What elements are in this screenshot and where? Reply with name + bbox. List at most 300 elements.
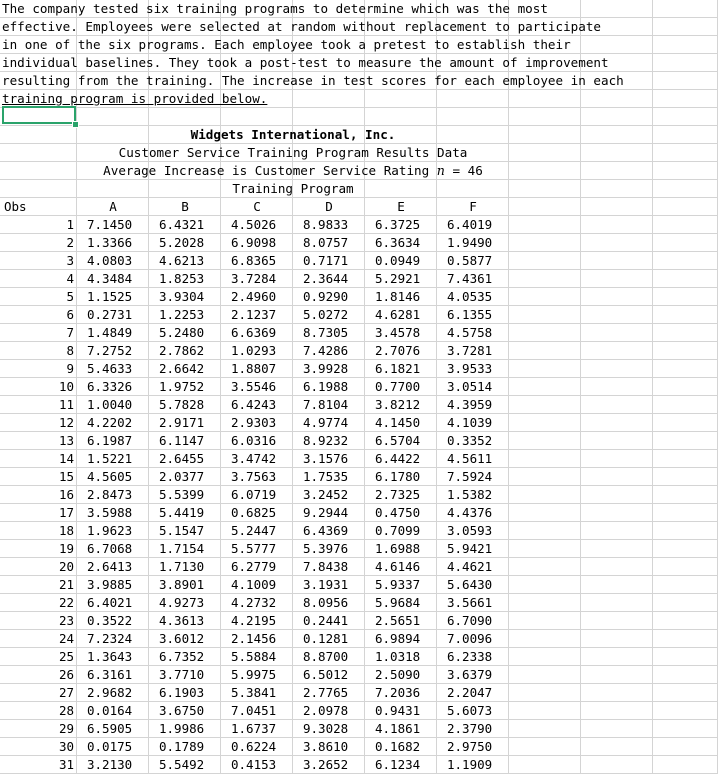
sheet-cell[interactable] [509,558,581,576]
sheet-cell[interactable] [653,18,718,36]
table-value: 1.8253 [159,271,205,286]
table-value: 4.6213 [159,253,205,268]
sheet-cell[interactable] [509,522,581,540]
sheet-cell[interactable] [653,126,718,144]
table-value: 5.4633 [87,361,133,376]
obs-number: 24 [58,631,74,646]
table-value: 1.0040 [87,397,133,412]
sheet-cell[interactable] [653,324,718,342]
intro-text-line: resulting from the training. The increase in test scores for each employee in each [2,73,624,88]
table-value: 5.5399 [159,487,205,502]
sheet-cell[interactable] [581,504,653,522]
table-value: 1.6988 [375,541,421,556]
table-value: 1.0318 [375,649,421,664]
sheet-cell[interactable] [653,522,718,540]
table-value: 1.9490 [447,235,493,250]
obs-number: 27 [58,685,74,700]
table-value: 6.2779 [231,559,277,574]
sheet-cell[interactable] [653,738,718,756]
fill-handle[interactable] [72,121,79,128]
sheet-cell[interactable] [509,144,581,162]
sheet-cell[interactable] [581,180,653,198]
table-value: 4.2202 [87,415,133,430]
table-value: 0.3352 [447,433,493,448]
obs-number: 2 [66,235,74,250]
obs-number: 16 [58,487,74,502]
sheet-cell[interactable] [581,666,653,684]
table-value: 6.4243 [231,397,277,412]
table-value: 5.3976 [303,541,349,556]
obs-number: 8 [66,343,74,358]
sheet-cell[interactable] [509,738,581,756]
sheet-cell[interactable] [581,396,653,414]
table-value: 6.7068 [87,541,133,556]
table-value: 0.4750 [375,505,421,520]
table-value: 6.1234 [375,757,421,772]
sheet-cell[interactable] [581,360,653,378]
table-value: 1.8146 [375,289,421,304]
sheet-cell[interactable] [509,180,581,198]
sheet-cell[interactable] [653,144,718,162]
sheet-cell[interactable] [509,720,581,738]
sheet-cell[interactable] [0,144,77,162]
sheet-cell[interactable] [0,180,77,198]
table-value: 6.0719 [231,487,277,502]
table-value: 3.9304 [159,289,205,304]
table-value: 2.3790 [447,721,493,736]
table-value: 3.9885 [87,577,133,592]
sheet-cell[interactable] [653,504,718,522]
sheet-cell[interactable] [509,378,581,396]
table-value: 2.0377 [159,469,205,484]
sheet-cell[interactable] [653,288,718,306]
sheet-cell[interactable] [581,234,653,252]
sheet-cell[interactable] [653,342,718,360]
table-value: 3.8901 [159,577,205,592]
sheet-cell[interactable] [509,108,581,126]
table-value: 0.1682 [375,739,421,754]
sheet-cell[interactable] [581,36,653,54]
sheet-cell[interactable] [293,108,365,126]
sheet-cell[interactable] [581,378,653,396]
table-value: 3.1931 [303,577,349,592]
table-value: 3.5661 [447,595,493,610]
sheet-cell[interactable] [653,270,718,288]
table-value: 4.1450 [375,415,421,430]
table-value: 7.2324 [87,631,133,646]
table-value: 3.4742 [231,451,277,466]
sheet-cell[interactable] [653,558,718,576]
sheet-cell[interactable] [581,432,653,450]
column-header-b: B [181,199,189,214]
table-value: 3.6379 [447,667,493,682]
sheet-cell[interactable] [365,108,437,126]
sheet-cell[interactable] [509,252,581,270]
intro-text-line: training program is provided below. [2,91,268,106]
sheet-cell[interactable] [509,468,581,486]
sheet-cell[interactable] [653,756,718,774]
sheet-cell[interactable] [581,612,653,630]
sheet-cell[interactable] [653,702,718,720]
sheet-cell[interactable] [653,576,718,594]
table-value: 3.8212 [375,397,421,412]
sheet-cell[interactable] [653,396,718,414]
sheet-cell[interactable] [437,90,509,108]
table-value: 5.6073 [447,703,493,718]
sheet-cell[interactable] [581,252,653,270]
sheet-cell[interactable] [509,594,581,612]
table-value: 0.0949 [375,253,421,268]
table-value: 1.7535 [303,469,349,484]
sheet-cell[interactable] [509,342,581,360]
table-value: 3.4578 [375,325,421,340]
sheet-cell[interactable] [293,90,365,108]
table-value: 2.1237 [231,307,277,322]
table-value: 5.4419 [159,505,205,520]
sheet-cell[interactable] [653,180,718,198]
sheet-cell[interactable] [581,648,653,666]
table-value: 6.1987 [87,433,133,448]
table-value: 7.2752 [87,343,133,358]
sheet-cell[interactable] [581,108,653,126]
sheet-cell[interactable] [77,108,149,126]
table-value: 2.2047 [447,685,493,700]
sheet-cell[interactable] [509,414,581,432]
sheet-cell[interactable] [581,342,653,360]
obs-number: 15 [58,469,74,484]
table-value: 6.1821 [375,361,421,376]
sheet-cell[interactable] [581,720,653,738]
sheet-cell[interactable] [581,216,653,234]
sheet-cell[interactable] [653,90,718,108]
sheet-cell[interactable] [581,414,653,432]
table-value: 9.2944 [303,505,349,520]
table-value: 2.0978 [303,703,349,718]
table-value: 3.7281 [447,343,493,358]
sheet-cell[interactable] [653,162,718,180]
obs-number: 19 [58,541,74,556]
sheet-cell[interactable] [509,396,581,414]
sheet-cell[interactable] [581,684,653,702]
table-value: 2.9303 [231,415,277,430]
table-value: 6.3634 [375,235,421,250]
sheet-cell[interactable] [653,450,718,468]
sheet-cell[interactable] [509,162,581,180]
table-value: 0.0175 [87,739,133,754]
column-header-d: D [325,199,333,214]
table-value: 4.1009 [231,577,277,592]
sheet-cell[interactable] [581,576,653,594]
table-value: 7.8438 [303,559,349,574]
sheet-cell[interactable] [509,234,581,252]
sheet-cell[interactable] [653,378,718,396]
intro-text-line: individual baselines. They took a post-test to measure the amount of improvement [2,55,609,70]
obs-number: 20 [58,559,74,574]
sheet-cell[interactable] [581,450,653,468]
table-value: 4.5611 [447,451,493,466]
sheet-cell[interactable] [581,702,653,720]
sheet-cell[interactable] [509,306,581,324]
table-value: 0.9431 [375,703,421,718]
obs-header: Obs [4,199,27,214]
table-value: 5.7828 [159,397,205,412]
sheet-cell[interactable] [581,0,653,18]
table-value: 4.0803 [87,253,133,268]
sheet-cell[interactable] [437,108,509,126]
table-value: 5.5492 [159,757,205,772]
sheet-cell[interactable] [653,612,718,630]
sheet-cell[interactable] [581,540,653,558]
table-value: 9.3028 [303,721,349,736]
table-value: 7.5924 [447,469,493,484]
sheet-cell[interactable] [581,522,653,540]
sheet-cell[interactable] [653,468,718,486]
sheet-cell[interactable] [581,144,653,162]
table-value: 4.3959 [447,397,493,412]
sheet-cell[interactable] [653,0,718,18]
obs-number: 29 [58,721,74,736]
obs-number: 25 [58,649,74,664]
obs-number: 5 [66,289,74,304]
sheet-cell[interactable] [509,540,581,558]
sheet-cell[interactable] [509,360,581,378]
intro-text-line: The company tested six training programs to determine which was the most [2,1,548,16]
obs-number: 12 [58,415,74,430]
table-value: 1.6737 [231,721,277,736]
table-value: 8.7305 [303,325,349,340]
table-value: 1.0293 [231,343,277,358]
table-value: 6.1147 [159,433,205,448]
table-value: 7.4286 [303,343,349,358]
sheet-cell[interactable] [653,630,718,648]
sheet-cell[interactable] [509,90,581,108]
table-value: 3.8610 [303,739,349,754]
sheet-cell[interactable] [0,126,77,144]
sheet-cell[interactable] [509,486,581,504]
table-value: 3.9928 [303,361,349,376]
sheet-cell[interactable] [581,594,653,612]
table-value: 0.3522 [87,613,133,628]
sheet-cell[interactable] [581,270,653,288]
sheet-cell[interactable] [653,36,718,54]
sheet-cell[interactable] [581,288,653,306]
table-value: 2.4960 [231,289,277,304]
sheet-cell[interactable] [509,756,581,774]
sheet-cell[interactable] [653,720,718,738]
table-value: 4.3613 [159,613,205,628]
table-value: 3.5546 [231,379,277,394]
obs-number: 26 [58,667,74,682]
average-line-prefix: Average Increase is Customer Service Rating [103,163,437,178]
obs-number: 13 [58,433,74,448]
table-value: 5.2921 [375,271,421,286]
sheet-cell[interactable] [581,306,653,324]
sheet-cell[interactable] [509,666,581,684]
table-value: 4.1039 [447,415,493,430]
table-value: 1.2253 [159,307,205,322]
sheet-cell[interactable] [653,108,718,126]
sheet-cell[interactable] [653,432,718,450]
sheet-cell[interactable] [581,162,653,180]
sheet-cell[interactable] [509,630,581,648]
obs-number: 7 [66,325,74,340]
intro-text-line: in one of the six programs. Each employee took a pretest to establish their [2,37,571,52]
table-value: 4.1861 [375,721,421,736]
table-value: 3.1576 [303,451,349,466]
sheet-cell[interactable] [581,90,653,108]
sheet-cell[interactable] [653,648,718,666]
table-value: 3.6012 [159,631,205,646]
table-value: 5.2028 [159,235,205,250]
sheet-cell[interactable] [581,126,653,144]
table-value: 1.8807 [231,361,277,376]
table-value: 6.8365 [231,253,277,268]
sheet-cell[interactable] [581,558,653,576]
column-header-f: F [469,199,477,214]
obs-number: 30 [58,739,74,754]
table-value: 0.5877 [447,253,493,268]
active-cell-selection[interactable] [2,106,76,124]
n-symbol: n [436,163,445,178]
table-value: 2.5090 [375,667,421,682]
sheet-cell[interactable] [581,486,653,504]
sheet-cell[interactable] [509,216,581,234]
sheet-cell[interactable] [653,594,718,612]
table-value: 3.0593 [447,523,493,538]
table-value: 2.9171 [159,415,205,430]
obs-number: 23 [58,613,74,628]
sheet-cell[interactable] [581,198,653,216]
sheet-cell[interactable] [653,486,718,504]
obs-number: 28 [58,703,74,718]
sheet-cell[interactable] [653,72,718,90]
sheet-cell[interactable] [365,90,437,108]
table-value: 5.0272 [303,307,349,322]
table-value: 6.1903 [159,685,205,700]
table-value: 2.5651 [375,613,421,628]
table-value: 2.7862 [159,343,205,358]
table-value: 4.2732 [231,595,277,610]
table-value: 6.1780 [375,469,421,484]
table-average-line [77,162,509,180]
table-value: 6.7090 [447,613,493,628]
table-value: 3.0514 [447,379,493,394]
sheet-cell[interactable] [221,108,293,126]
sheet-cell[interactable] [509,432,581,450]
sheet-cell[interactable] [653,540,718,558]
table-value: 0.0164 [87,703,133,718]
sheet-cell[interactable] [581,630,653,648]
sheet-cell[interactable] [653,216,718,234]
sheet-cell[interactable] [653,684,718,702]
table-value: 6.4019 [447,217,493,232]
obs-number: 9 [66,361,74,376]
sheet-cell[interactable] [581,756,653,774]
sheet-cell[interactable] [509,126,581,144]
sheet-cell[interactable] [149,108,221,126]
sheet-cell[interactable] [653,252,718,270]
sheet-cell[interactable] [581,468,653,486]
table-value: 0.7099 [375,523,421,538]
table-value: 3.2452 [303,487,349,502]
obs-number: 3 [66,253,74,268]
obs-number: 21 [58,577,74,592]
table-value: 3.2130 [87,757,133,772]
sheet-cell[interactable] [509,612,581,630]
sheet-cell[interactable] [509,270,581,288]
table-value: 5.5884 [231,649,277,664]
intro-text-line: effective. Employees were selected at random without replacement to participate [2,19,601,34]
sheet-cell[interactable] [509,198,581,216]
obs-number: 22 [58,595,74,610]
table-value: 4.5605 [87,469,133,484]
table-value: 4.6146 [375,559,421,574]
sheet-cell[interactable] [653,234,718,252]
sheet-row [0,108,718,126]
column-header-c: C [253,199,261,214]
table-value: 0.6825 [231,505,277,520]
table-value: 6.9894 [375,631,421,646]
table-value: 1.3643 [87,649,133,664]
table-value: 0.6224 [231,739,277,754]
sheet-cell[interactable] [509,702,581,720]
table-value: 1.1909 [447,757,493,772]
sheet-cell[interactable] [653,54,718,72]
table-value: 2.9682 [87,685,133,700]
table-value: 5.9337 [375,577,421,592]
table-value: 3.7284 [231,271,277,286]
sheet-cell[interactable] [509,288,581,306]
sheet-cell[interactable] [581,738,653,756]
sheet-cell[interactable] [653,198,718,216]
sheet-cell[interactable] [509,576,581,594]
sheet-cell[interactable] [509,450,581,468]
table-value: 0.2441 [303,613,349,628]
sheet-cell[interactable] [0,162,77,180]
table-value: 6.9098 [231,235,277,250]
table-value: 5.5777 [231,541,277,556]
table-value: 3.6750 [159,703,205,718]
table-subtitle: Customer Service Training Program Results Data [118,145,468,160]
sheet-cell[interactable] [509,684,581,702]
table-value: 8.8700 [303,649,349,664]
sheet-cell[interactable] [581,324,653,342]
obs-number: 14 [58,451,74,466]
table-value: 7.0096 [447,631,493,646]
table-value: 4.5758 [447,325,493,340]
sheet-cell[interactable] [509,648,581,666]
table-value: 4.9273 [159,595,205,610]
sheet-cell[interactable] [653,414,718,432]
table-value: 4.5026 [231,217,277,232]
table-value: 1.1525 [87,289,133,304]
sheet-cell[interactable] [653,360,718,378]
table-value: 4.4621 [447,559,493,574]
sheet-cell[interactable] [653,666,718,684]
table-value: 5.2447 [231,523,277,538]
table-value: 5.2480 [159,325,205,340]
table-value: 0.9290 [303,289,349,304]
sheet-cell[interactable] [509,324,581,342]
table-value: 6.1355 [447,307,493,322]
table-value: 3.2652 [303,757,349,772]
sheet-cell[interactable] [653,306,718,324]
table-value: 7.8104 [303,397,349,412]
table-value: 4.2195 [231,613,277,628]
table-value: 8.9232 [303,433,349,448]
training-program-header: Training Program [232,181,354,196]
sheet-cell[interactable] [509,504,581,522]
